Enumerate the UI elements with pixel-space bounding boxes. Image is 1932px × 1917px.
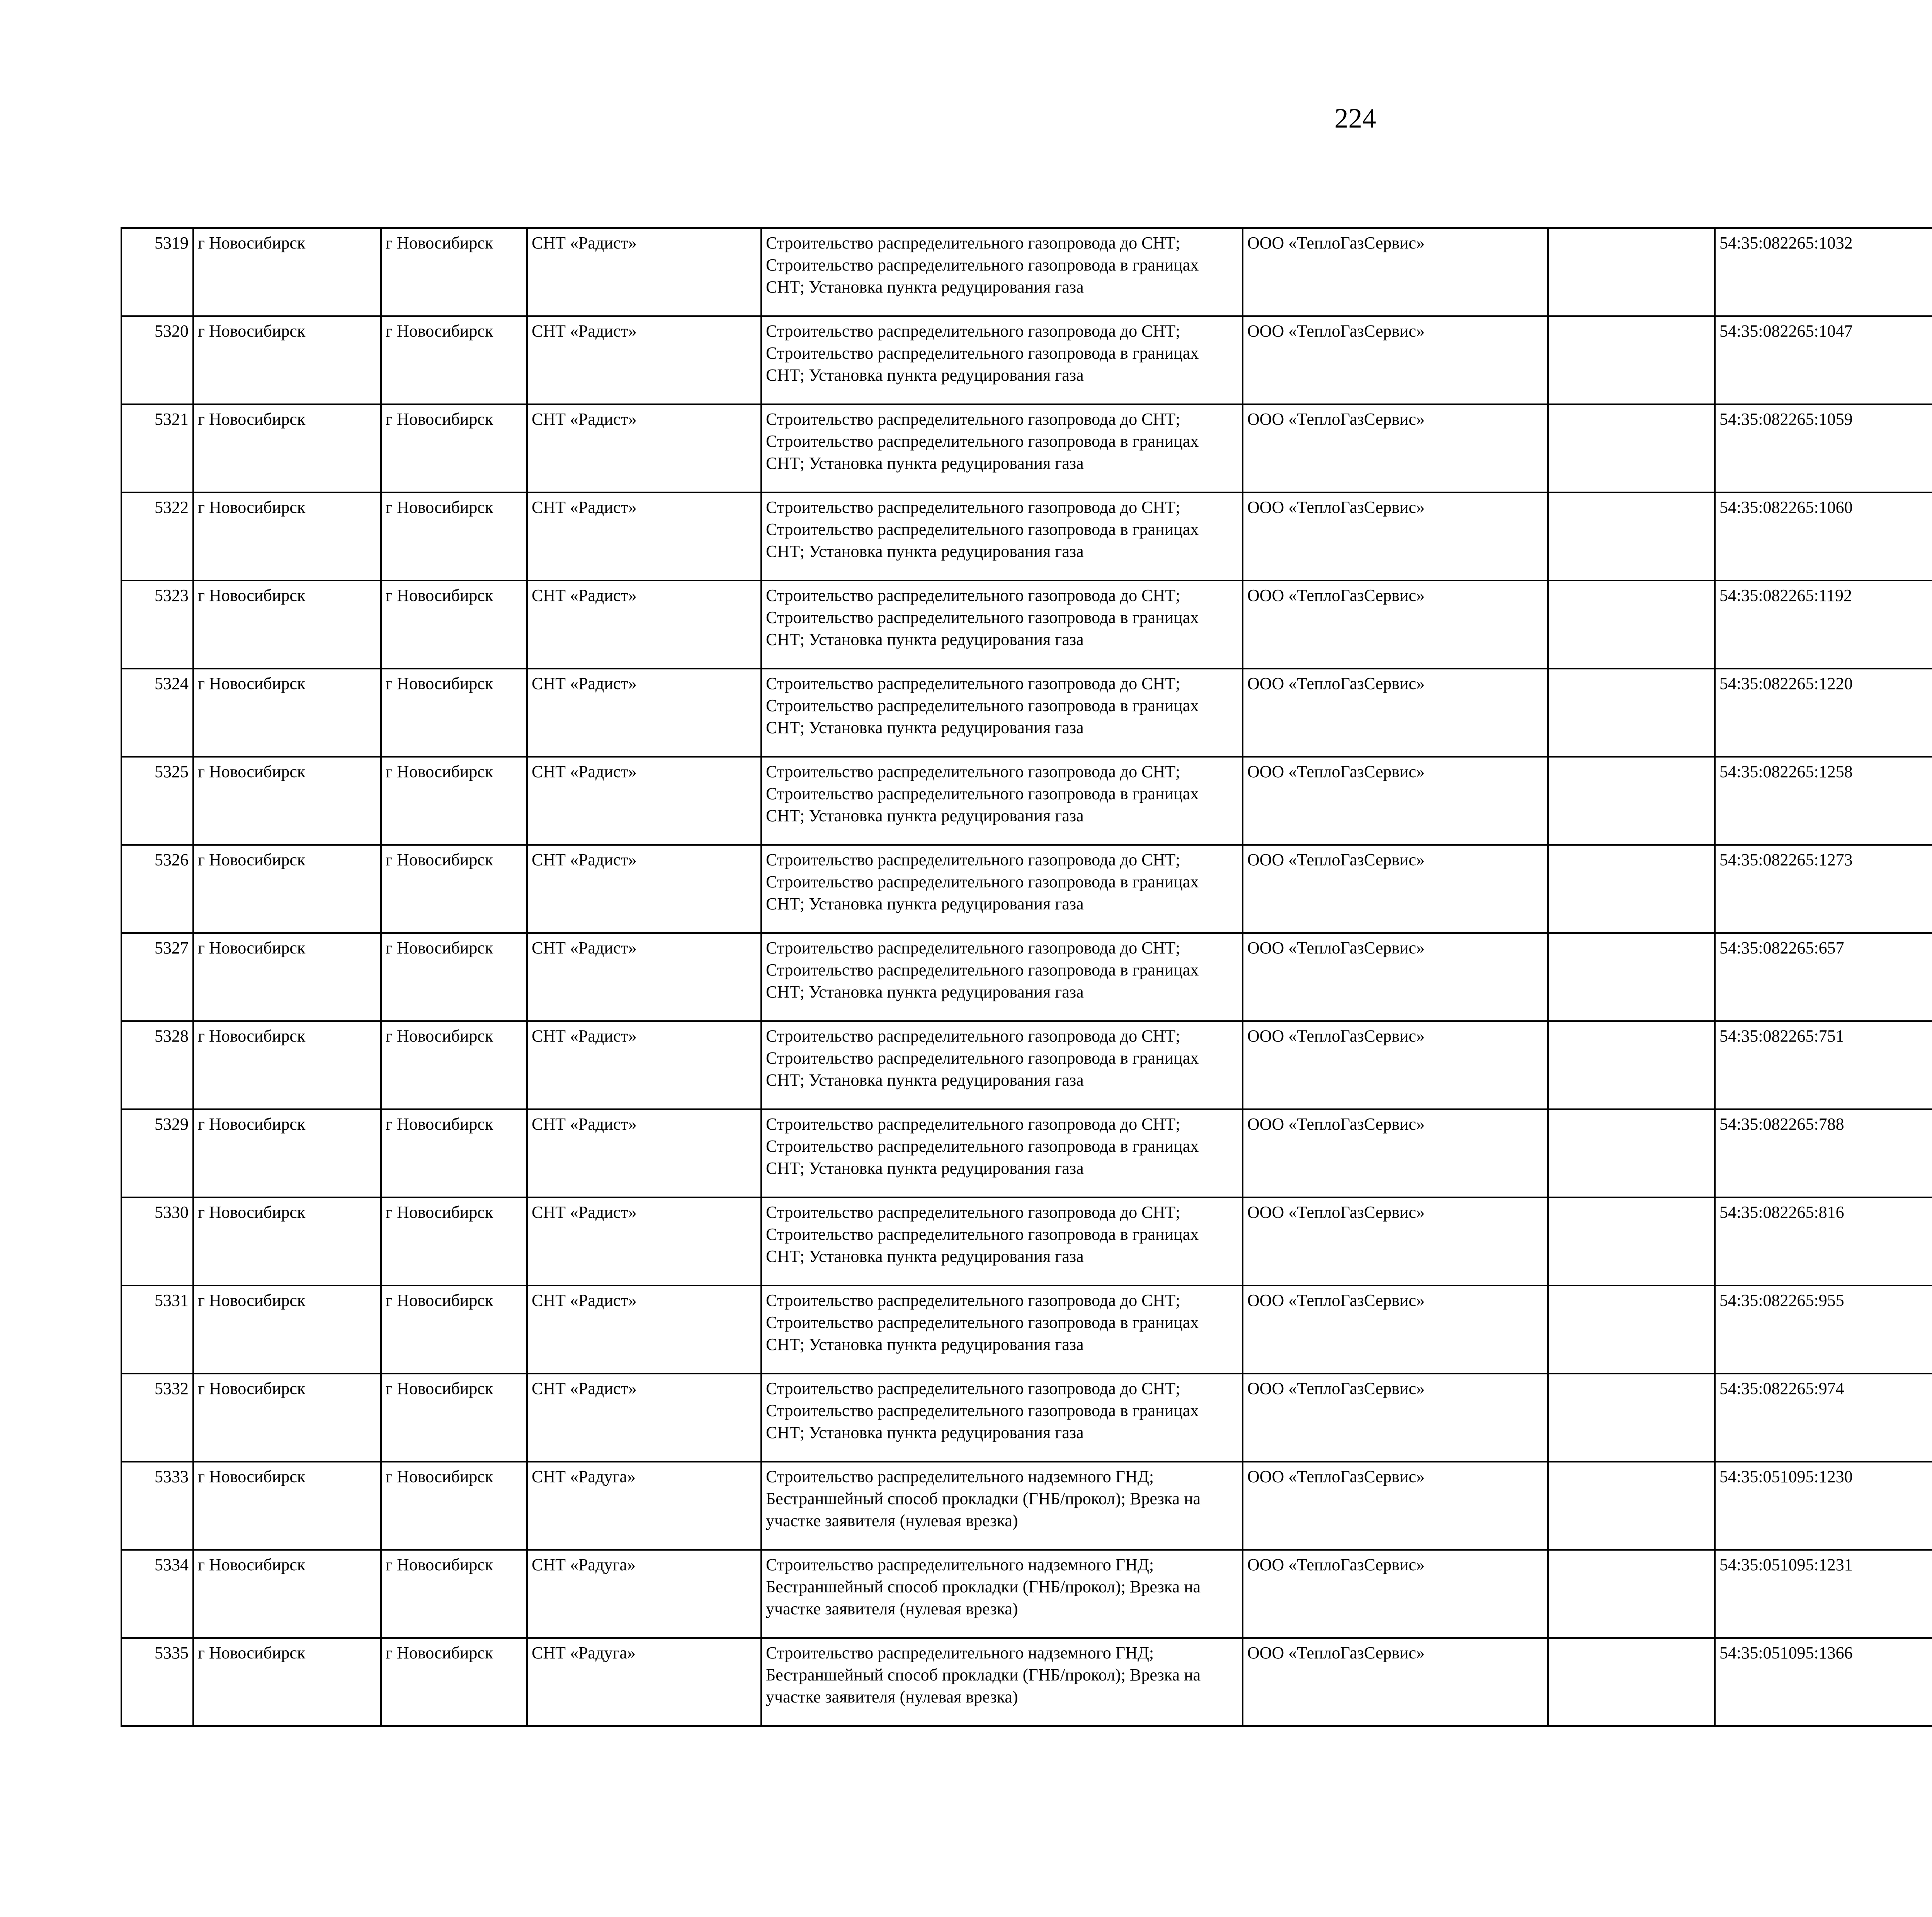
cadastral-number-cell: 54:35:082265:1032 [1715, 228, 1932, 316]
operator-cell: ООО «ТеплоГазСервис» [1243, 1638, 1548, 1726]
operator-cell: ООО «ТеплоГазСервис» [1243, 1109, 1548, 1197]
row-number: 5325 [121, 757, 193, 845]
empty-cell [1548, 228, 1715, 316]
row-number: 5323 [121, 581, 193, 669]
cadastral-number-cell: 54:35:082265:1273 [1715, 845, 1932, 933]
empty-cell [1548, 845, 1715, 933]
operator-cell: ООО «ТеплоГазСервис» [1243, 492, 1548, 581]
row-number: 5334 [121, 1550, 193, 1638]
works-description-cell: Строительство распределительного надземного ГНД; Бестраншейный способ прокладки (ГНБ/прокол); Врезка на участке заявителя (нулевая врезка) [761, 1638, 1243, 1726]
district-cell: г Новосибирск [193, 581, 381, 669]
cadastral-number-cell: 54:35:051095:1366 [1715, 1638, 1932, 1726]
settlement-cell: г Новосибирск [381, 1197, 527, 1285]
object-cell: СНТ «Радист» [527, 845, 761, 933]
district-cell: г Новосибирск [193, 845, 381, 933]
empty-cell [1548, 492, 1715, 581]
table-row [121, 316, 1932, 404]
row-number: 5329 [121, 1109, 193, 1197]
operator-cell: ООО «ТеплоГазСервис» [1243, 669, 1548, 757]
works-description-cell: Строительство распределительного газопровода до СНТ; Строительство распределительного газопровода в границах СНТ; Установка пункта редуцирования газа [761, 404, 1243, 492]
page-number: 224 [1334, 103, 1376, 134]
settlement-cell: г Новосибирск [381, 1638, 527, 1726]
object-cell: СНТ «Радист» [527, 933, 761, 1021]
row-number: 5327 [121, 933, 193, 1021]
table-row [121, 669, 1932, 757]
settlement-cell: г Новосибирск [381, 316, 527, 404]
empty-cell [1548, 933, 1715, 1021]
object-cell: СНТ «Радист» [527, 581, 761, 669]
empty-cell [1548, 1021, 1715, 1109]
works-description-cell: Строительство распределительного газопровода до СНТ; Строительство распределительного газопровода в границах СНТ; Установка пункта редуцирования газа [761, 581, 1243, 669]
table-row [121, 1197, 1932, 1285]
object-cell: СНТ «Радист» [527, 1374, 761, 1462]
cadastral-number-cell: 54:35:082265:657 [1715, 933, 1932, 1021]
works-description-cell: Строительство распределительного надземного ГНД; Бестраншейный способ прокладки (ГНБ/прокол); Врезка на участке заявителя (нулевая врезка) [761, 1462, 1243, 1550]
settlement-cell: г Новосибирск [381, 1109, 527, 1197]
object-cell: СНТ «Радист» [527, 404, 761, 492]
works-description-cell: Строительство распределительного газопровода до СНТ; Строительство распределительного газопровода в границах СНТ; Установка пункта редуцирования газа [761, 933, 1243, 1021]
cadastral-number-cell: 54:35:082265:1192 [1715, 581, 1932, 669]
table-row [121, 1550, 1932, 1638]
works-description-cell: Строительство распределительного газопровода до СНТ; Строительство распределительного газопровода в границах СНТ; Установка пункта редуцирования газа [761, 1021, 1243, 1109]
district-cell: г Новосибирск [193, 228, 381, 316]
operator-cell: ООО «ТеплоГазСервис» [1243, 933, 1548, 1021]
object-cell: СНТ «Радуга» [527, 1550, 761, 1638]
row-number: 5332 [121, 1374, 193, 1462]
row-number: 5319 [121, 228, 193, 316]
operator-cell: ООО «ТеплоГазСервис» [1243, 1374, 1548, 1462]
table-row [121, 1285, 1932, 1374]
row-number: 5335 [121, 1638, 193, 1726]
empty-cell [1548, 1285, 1715, 1374]
table-row [121, 1021, 1932, 1109]
operator-cell: ООО «ТеплоГазСервис» [1243, 1550, 1548, 1638]
cadastral-number-cell: 54:35:082265:974 [1715, 1374, 1932, 1462]
empty-cell [1548, 581, 1715, 669]
settlement-cell: г Новосибирск [381, 757, 527, 845]
operator-cell: ООО «ТеплоГазСервис» [1243, 581, 1548, 669]
cadastral-number-cell: 54:35:082265:1060 [1715, 492, 1932, 581]
works-description-cell: Строительство распределительного газопровода до СНТ; Строительство распределительного газопровода в границах СНТ; Установка пункта редуцирования газа [761, 1197, 1243, 1285]
cadastral-number-cell: 54:35:051095:1230 [1715, 1462, 1932, 1550]
settlement-cell: г Новосибирск [381, 845, 527, 933]
works-description-cell: Строительство распределительного надземного ГНД; Бестраншейный способ прокладки (ГНБ/прокол); Врезка на участке заявителя (нулевая врезка) [761, 1550, 1243, 1638]
table-row [121, 757, 1932, 845]
operator-cell: ООО «ТеплоГазСервис» [1243, 316, 1548, 404]
registry-table [121, 227, 1932, 1727]
table-row [121, 1462, 1932, 1550]
operator-cell: ООО «ТеплоГазСервис» [1243, 404, 1548, 492]
empty-cell [1548, 1374, 1715, 1462]
row-number: 5324 [121, 669, 193, 757]
operator-cell: ООО «ТеплоГазСервис» [1243, 1462, 1548, 1550]
settlement-cell: г Новосибирск [381, 1374, 527, 1462]
district-cell: г Новосибирск [193, 1374, 381, 1462]
operator-cell: ООО «ТеплоГазСервис» [1243, 228, 1548, 316]
cadastral-number-cell: 54:35:082265:751 [1715, 1021, 1932, 1109]
table-row [121, 1374, 1932, 1462]
works-description-cell: Строительство распределительного газопровода до СНТ; Строительство распределительного газопровода в границах СНТ; Установка пункта редуцирования газа [761, 1374, 1243, 1462]
row-number: 5328 [121, 1021, 193, 1109]
settlement-cell: г Новосибирск [381, 1462, 527, 1550]
district-cell: г Новосибирск [193, 933, 381, 1021]
object-cell: СНТ «Радист» [527, 1109, 761, 1197]
operator-cell: ООО «ТеплоГазСервис» [1243, 1197, 1548, 1285]
district-cell: г Новосибирск [193, 404, 381, 492]
works-description-cell: Строительство распределительного газопровода до СНТ; Строительство распределительного газопровода в границах СНТ; Установка пункта редуцирования газа [761, 1109, 1243, 1197]
row-number: 5331 [121, 1285, 193, 1374]
empty-cell [1548, 669, 1715, 757]
empty-cell [1548, 1197, 1715, 1285]
operator-cell: ООО «ТеплоГазСервис» [1243, 1021, 1548, 1109]
works-description-cell: Строительство распределительного газопровода до СНТ; Строительство распределительного газопровода в границах СНТ; Установка пункта редуцирования газа [761, 845, 1243, 933]
district-cell: г Новосибирск [193, 1638, 381, 1726]
district-cell: г Новосибирск [193, 492, 381, 581]
district-cell: г Новосибирск [193, 669, 381, 757]
table-row [121, 845, 1932, 933]
settlement-cell: г Новосибирск [381, 933, 527, 1021]
operator-cell: ООО «ТеплоГазСервис» [1243, 1285, 1548, 1374]
registry-rows [121, 228, 1932, 1726]
works-description-cell: Строительство распределительного газопровода до СНТ; Строительство распределительного газопровода в границах СНТ; Установка пункта редуцирования газа [761, 316, 1243, 404]
row-number: 5326 [121, 845, 193, 933]
works-description-cell: Строительство распределительного газопровода до СНТ; Строительство распределительного газопровода в границах СНТ; Установка пункта редуцирования газа [761, 492, 1243, 581]
district-cell: г Новосибирск [193, 1462, 381, 1550]
district-cell: г Новосибирск [193, 1550, 381, 1638]
empty-cell [1548, 1638, 1715, 1726]
settlement-cell: г Новосибирск [381, 492, 527, 581]
settlement-cell: г Новосибирск [381, 1021, 527, 1109]
cadastral-number-cell: 54:35:082265:788 [1715, 1109, 1932, 1197]
cadastral-number-cell: 54:35:051095:1231 [1715, 1550, 1932, 1638]
works-description-cell: Строительство распределительного газопровода до СНТ; Строительство распределительного газопровода в границах СНТ; Установка пункта редуцирования газа [761, 757, 1243, 845]
settlement-cell: г Новосибирск [381, 228, 527, 316]
object-cell: СНТ «Радист» [527, 316, 761, 404]
settlement-cell: г Новосибирск [381, 669, 527, 757]
works-description-cell: Строительство распределительного газопровода до СНТ; Строительство распределительного газопровода в границах СНТ; Установка пункта редуцирования газа [761, 669, 1243, 757]
empty-cell [1548, 316, 1715, 404]
cadastral-number-cell: 54:35:082265:1047 [1715, 316, 1932, 404]
table-row [121, 581, 1932, 669]
empty-cell [1548, 1109, 1715, 1197]
settlement-cell: г Новосибирск [381, 404, 527, 492]
table-row [121, 933, 1932, 1021]
district-cell: г Новосибирск [193, 1109, 381, 1197]
empty-cell [1548, 1550, 1715, 1638]
table-row [121, 404, 1932, 492]
table-row [121, 492, 1932, 581]
cadastral-number-cell: 54:35:082265:955 [1715, 1285, 1932, 1374]
row-number: 5320 [121, 316, 193, 404]
district-cell: г Новосибирск [193, 316, 381, 404]
object-cell: СНТ «Радист» [527, 757, 761, 845]
settlement-cell: г Новосибирск [381, 581, 527, 669]
object-cell: СНТ «Радуга» [527, 1462, 761, 1550]
object-cell: СНТ «Радист» [527, 492, 761, 581]
object-cell: СНТ «Радист» [527, 1285, 761, 1374]
row-number: 5322 [121, 492, 193, 581]
cadastral-number-cell: 54:35:082265:816 [1715, 1197, 1932, 1285]
row-number: 5333 [121, 1462, 193, 1550]
object-cell: СНТ «Радист» [527, 669, 761, 757]
cadastral-number-cell: 54:35:082265:1059 [1715, 404, 1932, 492]
table-row [121, 1109, 1932, 1197]
object-cell: СНТ «Радист» [527, 228, 761, 316]
object-cell: СНТ «Радуга» [527, 1638, 761, 1726]
works-description-cell: Строительство распределительного газопровода до СНТ; Строительство распределительного газопровода в границах СНТ; Установка пункта редуцирования газа [761, 228, 1243, 316]
district-cell: г Новосибирск [193, 1285, 381, 1374]
empty-cell [1548, 404, 1715, 492]
object-cell: СНТ «Радист» [527, 1021, 761, 1109]
empty-cell [1548, 757, 1715, 845]
district-cell: г Новосибирск [193, 1197, 381, 1285]
district-cell: г Новосибирск [193, 1021, 381, 1109]
operator-cell: ООО «ТеплоГазСервис» [1243, 757, 1548, 845]
district-cell: г Новосибирск [193, 757, 381, 845]
table-row [121, 228, 1932, 316]
row-number: 5321 [121, 404, 193, 492]
object-cell: СНТ «Радист» [527, 1197, 761, 1285]
row-number: 5330 [121, 1197, 193, 1285]
cadastral-number-cell: 54:35:082265:1220 [1715, 669, 1932, 757]
cadastral-number-cell: 54:35:082265:1258 [1715, 757, 1932, 845]
settlement-cell: г Новосибирск [381, 1285, 527, 1374]
empty-cell [1548, 1462, 1715, 1550]
table-row [121, 1638, 1932, 1726]
works-description-cell: Строительство распределительного газопровода до СНТ; Строительство распределительного газопровода в границах СНТ; Установка пункта редуцирования газа [761, 1285, 1243, 1374]
operator-cell: ООО «ТеплоГазСервис» [1243, 845, 1548, 933]
settlement-cell: г Новосибирск [381, 1550, 527, 1638]
